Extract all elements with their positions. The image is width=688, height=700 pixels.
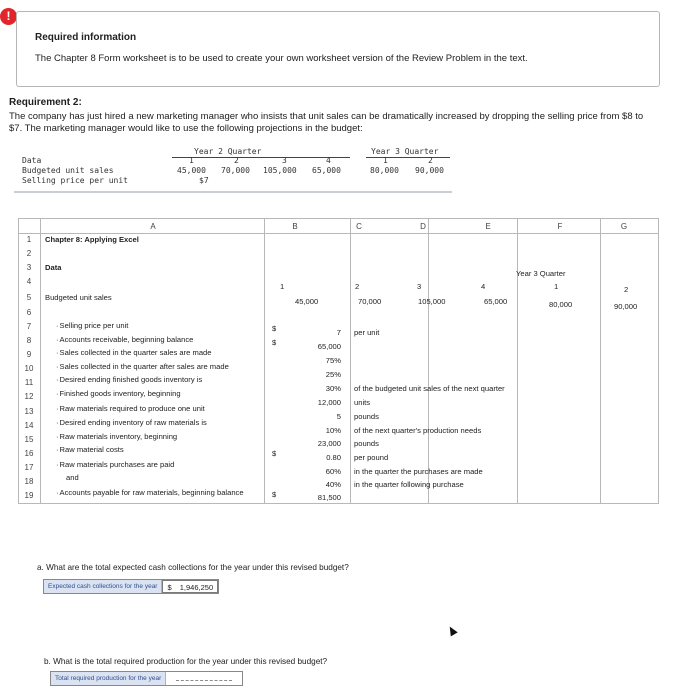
row-number[interactable]: 13 <box>24 407 34 416</box>
row-number[interactable]: 18 <box>24 477 34 486</box>
unit-text[interactable]: in the quarter the purchases are made <box>354 467 483 476</box>
answer-a-currency: $ <box>167 583 172 592</box>
proj-sales-3: 105,000 <box>263 166 297 175</box>
proj-price: $7 <box>199 176 209 185</box>
proj-sales-2: 70,000 <box>221 166 250 175</box>
label-rm-costs[interactable]: · Raw material costs <box>56 445 124 454</box>
proj-y3-sales-1: 80,000 <box>370 166 399 175</box>
answer-a-row <box>43 579 219 594</box>
row-number[interactable]: 4 <box>26 277 32 286</box>
row-number[interactable]: 12 <box>24 392 34 401</box>
question-b: b. What is the total required production for the year under this revised budget? <box>44 657 328 666</box>
value-rm-paid-after[interactable]: 40% <box>325 480 341 489</box>
row-number[interactable]: 8 <box>26 336 32 345</box>
dollar-sign: $ <box>272 324 277 333</box>
unit-text[interactable]: units <box>354 398 371 407</box>
proj-sales-1: 45,000 <box>177 166 206 175</box>
label-ap-beginning[interactable]: · Accounts payable for raw materials, beginning balance <box>56 488 244 497</box>
quarter-num[interactable]: 2 <box>355 282 360 291</box>
row-number[interactable]: 11 <box>24 378 34 387</box>
proj-y3-q-2: 2 <box>428 156 433 165</box>
label-fg-beginning[interactable]: · Finished goods inventory, beginning <box>56 389 181 398</box>
proj-y3-q-1: 1 <box>383 156 388 165</box>
quarter-num[interactable]: 1 <box>280 282 285 291</box>
row-number[interactable]: 9 <box>26 350 32 359</box>
col-header-b[interactable]: B <box>292 222 298 231</box>
value-ap-beginning[interactable]: 81,500 <box>317 493 341 502</box>
answer-a-value: 1,946,250 <box>179 583 214 592</box>
proj-q-4: 4 <box>326 156 331 165</box>
proj-sales-4: 65,000 <box>312 166 341 175</box>
budgeted-value[interactable]: 70,000 <box>358 297 382 306</box>
alert-icon: ! <box>0 8 17 25</box>
projection-budgeted-label: Budgeted unit sales <box>22 166 114 175</box>
dollar-sign: $ <box>272 490 277 499</box>
unit-text[interactable]: of the budgeted unit sales of the next quarter <box>354 384 505 393</box>
label-ar-beginning[interactable]: · Accounts receivable, beginning balance <box>56 335 193 344</box>
year2-underline <box>172 157 350 158</box>
col-header-g[interactable]: G <box>620 222 628 231</box>
label-rm-paid[interactable]: · Raw materials purchases are paid <box>56 460 174 469</box>
question-a: a. What are the total expected cash collections for the year under this revised budget? <box>37 563 349 572</box>
info-text: The Chapter 8 Form worksheet is to be used to create your own worksheet version of the Review Problem in the text. <box>35 53 528 64</box>
row-number[interactable]: 5 <box>26 293 32 302</box>
value-desired-rm[interactable]: 10% <box>325 426 341 435</box>
answer-b-label: Total required production for the year <box>51 672 166 685</box>
label-sales-collected-after[interactable]: · Sales collected in the quarter after sales are made <box>56 362 229 371</box>
value-collected-same[interactable]: 75% <box>325 356 341 365</box>
budgeted-value[interactable]: 45,000 <box>295 297 319 306</box>
proj-q-3: 3 <box>282 156 287 165</box>
label-sales-collected-same[interactable]: · Sales collected in the quarter sales are made <box>56 348 212 357</box>
mouse-cursor-icon <box>446 625 457 637</box>
info-title: Required information <box>35 32 137 43</box>
dollar-sign: $ <box>272 338 277 347</box>
label-and[interactable]: and <box>66 473 79 482</box>
year2-quarter-header: Year 2 Quarter <box>194 147 262 156</box>
row-number[interactable]: 15 <box>24 435 34 444</box>
required-information-box <box>16 11 660 87</box>
answer-b-blank <box>176 673 232 681</box>
value-rm-required[interactable]: 5 <box>336 412 341 421</box>
quarter-num[interactable]: 4 <box>481 282 486 291</box>
col-header-f[interactable]: F <box>557 222 563 231</box>
budgeted-value[interactable]: 105,000 <box>418 297 446 306</box>
budgeted-value[interactable]: 65,000 <box>484 297 508 306</box>
unit-text[interactable]: pounds <box>354 412 379 421</box>
row-number[interactable]: 14 <box>24 421 34 430</box>
spreadsheet <box>18 218 659 504</box>
year3-quarter-header: Year 3 Quarter <box>371 147 439 156</box>
label-rm-required[interactable]: · Raw materials required to produce one unit <box>56 404 205 413</box>
col-header-d[interactable]: D <box>420 222 426 231</box>
quarter-num[interactable]: 2 <box>624 285 629 294</box>
sheet-data-label[interactable]: Data <box>45 263 62 272</box>
answer-b-input[interactable] <box>166 672 242 685</box>
value-ar-beginning[interactable]: 65,000 <box>317 342 341 351</box>
answer-b-row <box>50 671 243 686</box>
row-number[interactable]: 2 <box>26 249 32 258</box>
label-rm-beginning[interactable]: · Raw materials inventory, beginning <box>56 432 177 441</box>
proj-q-2: 2 <box>234 156 239 165</box>
unit-text[interactable]: per unit <box>354 328 380 337</box>
budgeted-value[interactable]: 90,000 <box>614 302 638 311</box>
row-number[interactable]: 17 <box>24 463 34 472</box>
col-header-c[interactable]: C <box>356 222 362 231</box>
answer-a-input[interactable] <box>162 580 218 593</box>
row-number[interactable]: 7 <box>26 322 32 331</box>
col-header-e[interactable]: E <box>485 222 491 231</box>
unit-text[interactable]: of the next quarter's production needs <box>354 426 482 435</box>
requirement-text: The company has just hired a new marketing manager who insists that unit sales can be dramatically increased by dropping the selling price from $8 to $7. The marketing manager would like to use the following projections in the budget: <box>9 111 644 134</box>
row-number[interactable]: 1 <box>26 235 32 244</box>
dollar-sign: $ <box>272 449 277 458</box>
unit-text[interactable]: per pound <box>354 453 389 462</box>
proj-q-1: 1 <box>189 156 194 165</box>
row-number[interactable]: 10 <box>24 364 34 373</box>
projection-price-label: Selling price per unit <box>22 176 128 185</box>
budgeted-value[interactable]: 80,000 <box>549 300 573 309</box>
answer-a-label: Expected cash collections for the year <box>44 580 162 593</box>
value-fg-beginning[interactable]: 12,000 <box>317 398 341 407</box>
value-selling-price[interactable]: 7 <box>336 328 341 337</box>
unit-text[interactable]: pounds <box>354 439 379 448</box>
requirement-heading: Requirement 2: <box>9 97 82 108</box>
row-number[interactable]: 16 <box>24 449 34 458</box>
projection-separator <box>14 191 452 193</box>
value-rm-paid-same[interactable]: 60% <box>325 467 341 476</box>
value-rm-beginning[interactable]: 23,000 <box>317 439 341 448</box>
value-collected-after[interactable]: 25% <box>325 370 341 379</box>
label-selling-price[interactable]: · Selling price per unit <box>56 321 128 330</box>
col-header-a[interactable]: A <box>150 222 156 231</box>
projection-data-label: Data <box>22 156 42 165</box>
quarter-num[interactable]: 1 <box>554 282 559 291</box>
row-number[interactable]: 3 <box>26 263 32 272</box>
row-number[interactable]: 6 <box>26 308 32 317</box>
year3-underline <box>366 157 450 158</box>
row-number[interactable]: 19 <box>24 491 34 500</box>
unit-text[interactable]: in the quarter following purchase <box>354 480 464 489</box>
quarter-num[interactable]: 3 <box>417 282 422 291</box>
value-rm-cost[interactable]: 0.80 <box>326 453 341 462</box>
value-desired-fg[interactable]: 30% <box>325 384 341 393</box>
label-desired-fg[interactable]: · Desired ending finished goods inventory is <box>56 375 202 384</box>
proj-y3-sales-2: 90,000 <box>415 166 444 175</box>
sheet-title[interactable]: Chapter 8: Applying Excel <box>45 235 139 244</box>
label-desired-rm[interactable]: · Desired ending inventory of raw materials is <box>56 418 207 427</box>
year3-quarter-label[interactable]: Year 3 Quarter <box>516 269 566 278</box>
budgeted-label[interactable]: Budgeted unit sales <box>45 293 112 302</box>
